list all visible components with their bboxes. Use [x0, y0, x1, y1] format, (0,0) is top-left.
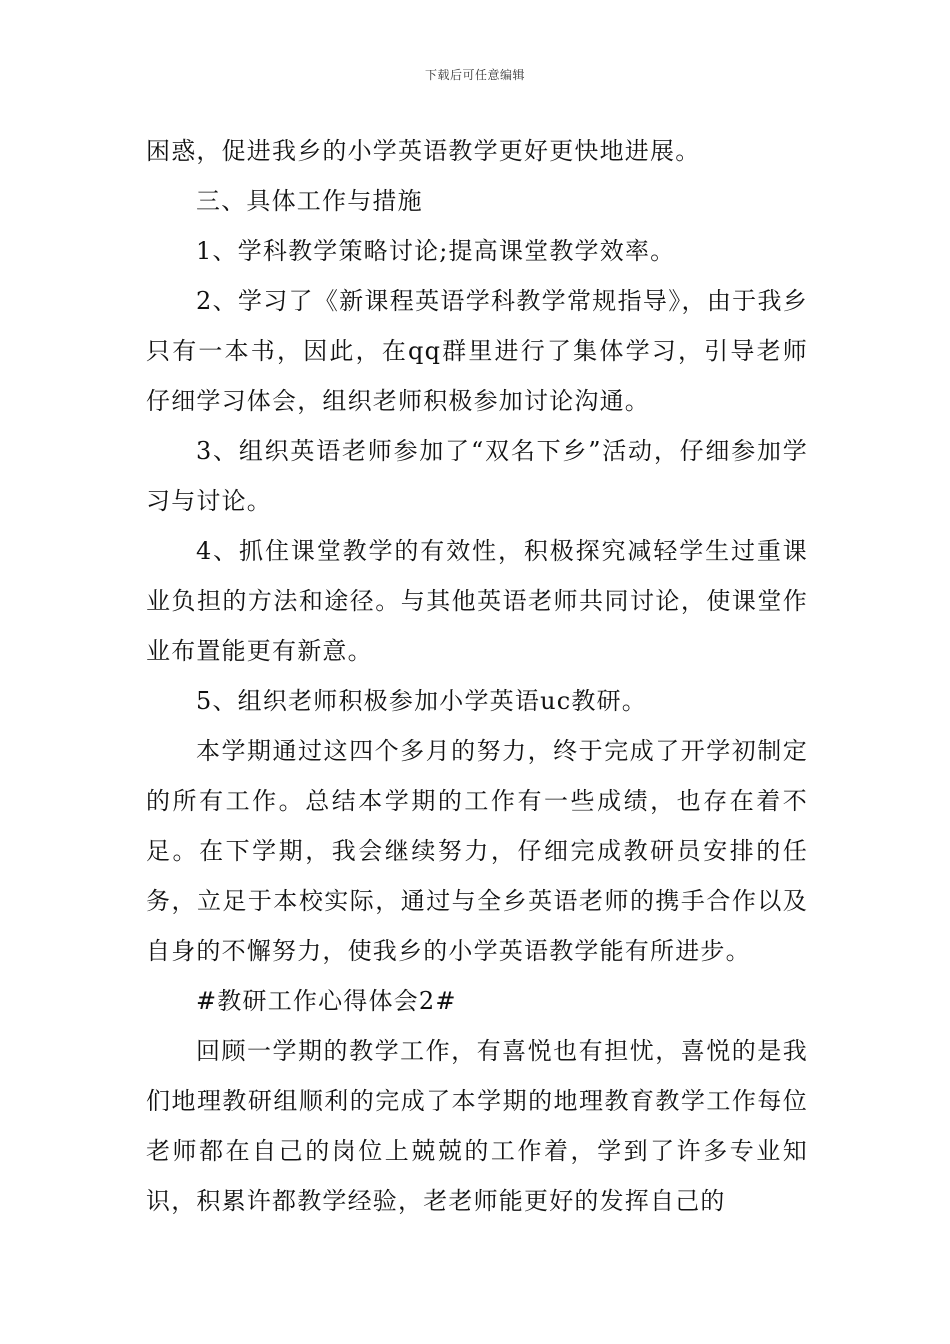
summary-paragraph: 本学期通过这四个多月的努力，终于完成了开学初制定的所有工作。总结本学期的工作有一些成绩，也存在着不足。在下学期，我会继续努力，仔细完成教研员安排的任务，立足于本校实际，通过与全乡英语老师的携手合作以及自身的不懈努力，使我乡的小学英语教学能有所进步。	[146, 737, 808, 965]
subsection-title: #教研工作心得体会2#	[196, 987, 457, 1015]
list-item-4: 4、抓住课堂教学的有效性，积极探究减轻学生过重课业负担的方法和途径。与其他英语老师共同讨论，使课堂作业布置能更有新意。	[146, 537, 808, 665]
paragraph-1: 困惑，促进我乡的小学英语教学更好更快地进展。	[146, 137, 701, 165]
list-item-1: 1、学科教学策略讨论;提高课堂教学效率。	[196, 237, 676, 265]
list-item-3: 3、组织英语老师参加了“双名下乡”活动，仔细参加学习与讨论。	[146, 437, 808, 515]
page-header: 下载后可任意编辑	[424, 68, 525, 82]
document-body	[146, 126, 808, 1226]
paragraph-review: 回顾一学期的教学工作，有喜悦也有担忧，喜悦的是我们地理教研组顺利的完成了本学期的地理教育教学工作每位老师都在自己的岗位上兢兢的工作着，学到了许多专业知识，积累许都教学经验，老老师能更好的发挥自己的	[146, 1037, 808, 1215]
section-heading: 三、具体工作与措施	[196, 187, 423, 215]
list-item-5: 5、组织老师积极参加小学英语uc教研。	[196, 687, 647, 715]
list-item-2: 2、学习了《新课程英语学科教学常规指导》，由于我乡只有一本书，因此，在qq群里进行了集体学习，引导老师仔细学习体会，组织老师积极参加讨论沟通。	[146, 287, 808, 415]
